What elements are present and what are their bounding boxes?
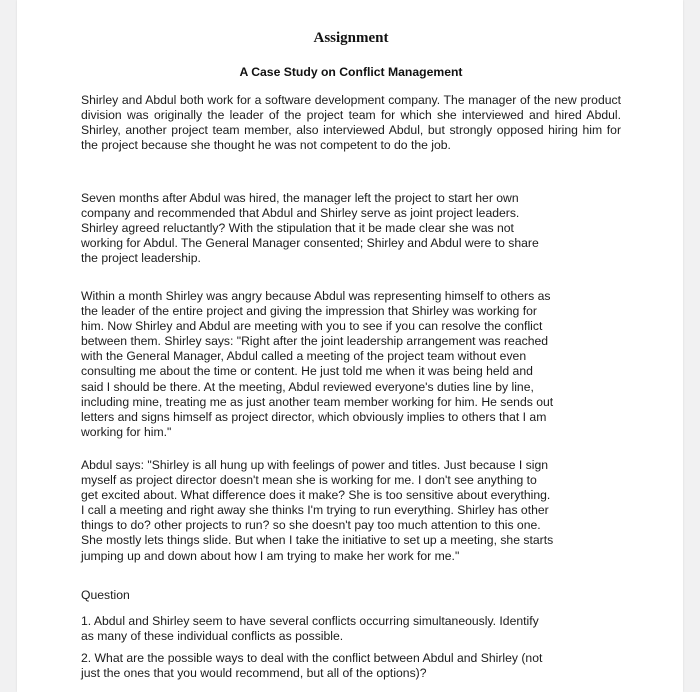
paragraph-seven-months: Seven months after Abdul was hired, the manager left the project to start her own company and recommended that Abdul and Shirley serve as joint project leaders. Shirley agreed reluctantly? With the stipulation that it be made clear she was not working for Abdul. The General Manager consented; Shirley and Abdul were to share the project leadership. [81, 191, 539, 266]
question-1: 1. Abdul and Shirley seem to have several conflicts occurring simultaneously. Identify as many of these individual conflicts as possible. [81, 614, 539, 644]
document-title: Assignment [313, 30, 389, 46]
paragraph-intro: Shirley and Abdul both work for a software development company. The manager of the new product division was originally the leader of the project team for which she interviewed and hired Abdul. Shirley, another project team member, also interviewed Abdul, but strongly opposed hiring him for the project because she thought he was not competent to do the job. [81, 93, 621, 153]
paragraph-abdul-statement: Abdul says: "Shirley is all hung up with feelings of power and titles. Just because I sign myself as project director doesn't mean she is working for me. I don't see anything to get excited about. What difference does it make? She is too sensitive about everything. I call a meeting and right away she thinks I'm trying to run everything. Shirley has other things to do? other projects to run? so she doesn't pay too much attention to this one. She mostly lets things slide. But when I take the initiative to set up a meeting, she starts jumping up and down about how I am trying to make her work for me." [81, 458, 554, 563]
document-subtitle: A Case Study on Conflict Management [239, 65, 463, 79]
question-2: 2. What are the possible ways to deal with the conflict between Abdul and Shirley (not just the ones that you would recommend, but all of the options)? [81, 651, 543, 681]
paragraph-shirley-statement: Within a month Shirley was angry because Abdul was representing himself to others as the leader of the entire project and giving the impression that Shirley was working for him. Now Shirley and Abdul are meeting with you to see if you can resolve the conflict between them. Shirley says: "Right after the joint leadership arrangement was reached with the General Manager, Abdul called a meeting of the project team without even consulting me about the time or content. He just told me when it was being held and said I should be there. At the meeting, Abdul reviewed everyone's duties line by line, including mine, treating me as just another team member working for him. He sends out letters and signs himself as project director, which obviously implies to others that I am working for him." [81, 289, 554, 439]
document-page [17, 0, 683, 692]
question-heading: Question [81, 588, 130, 602]
